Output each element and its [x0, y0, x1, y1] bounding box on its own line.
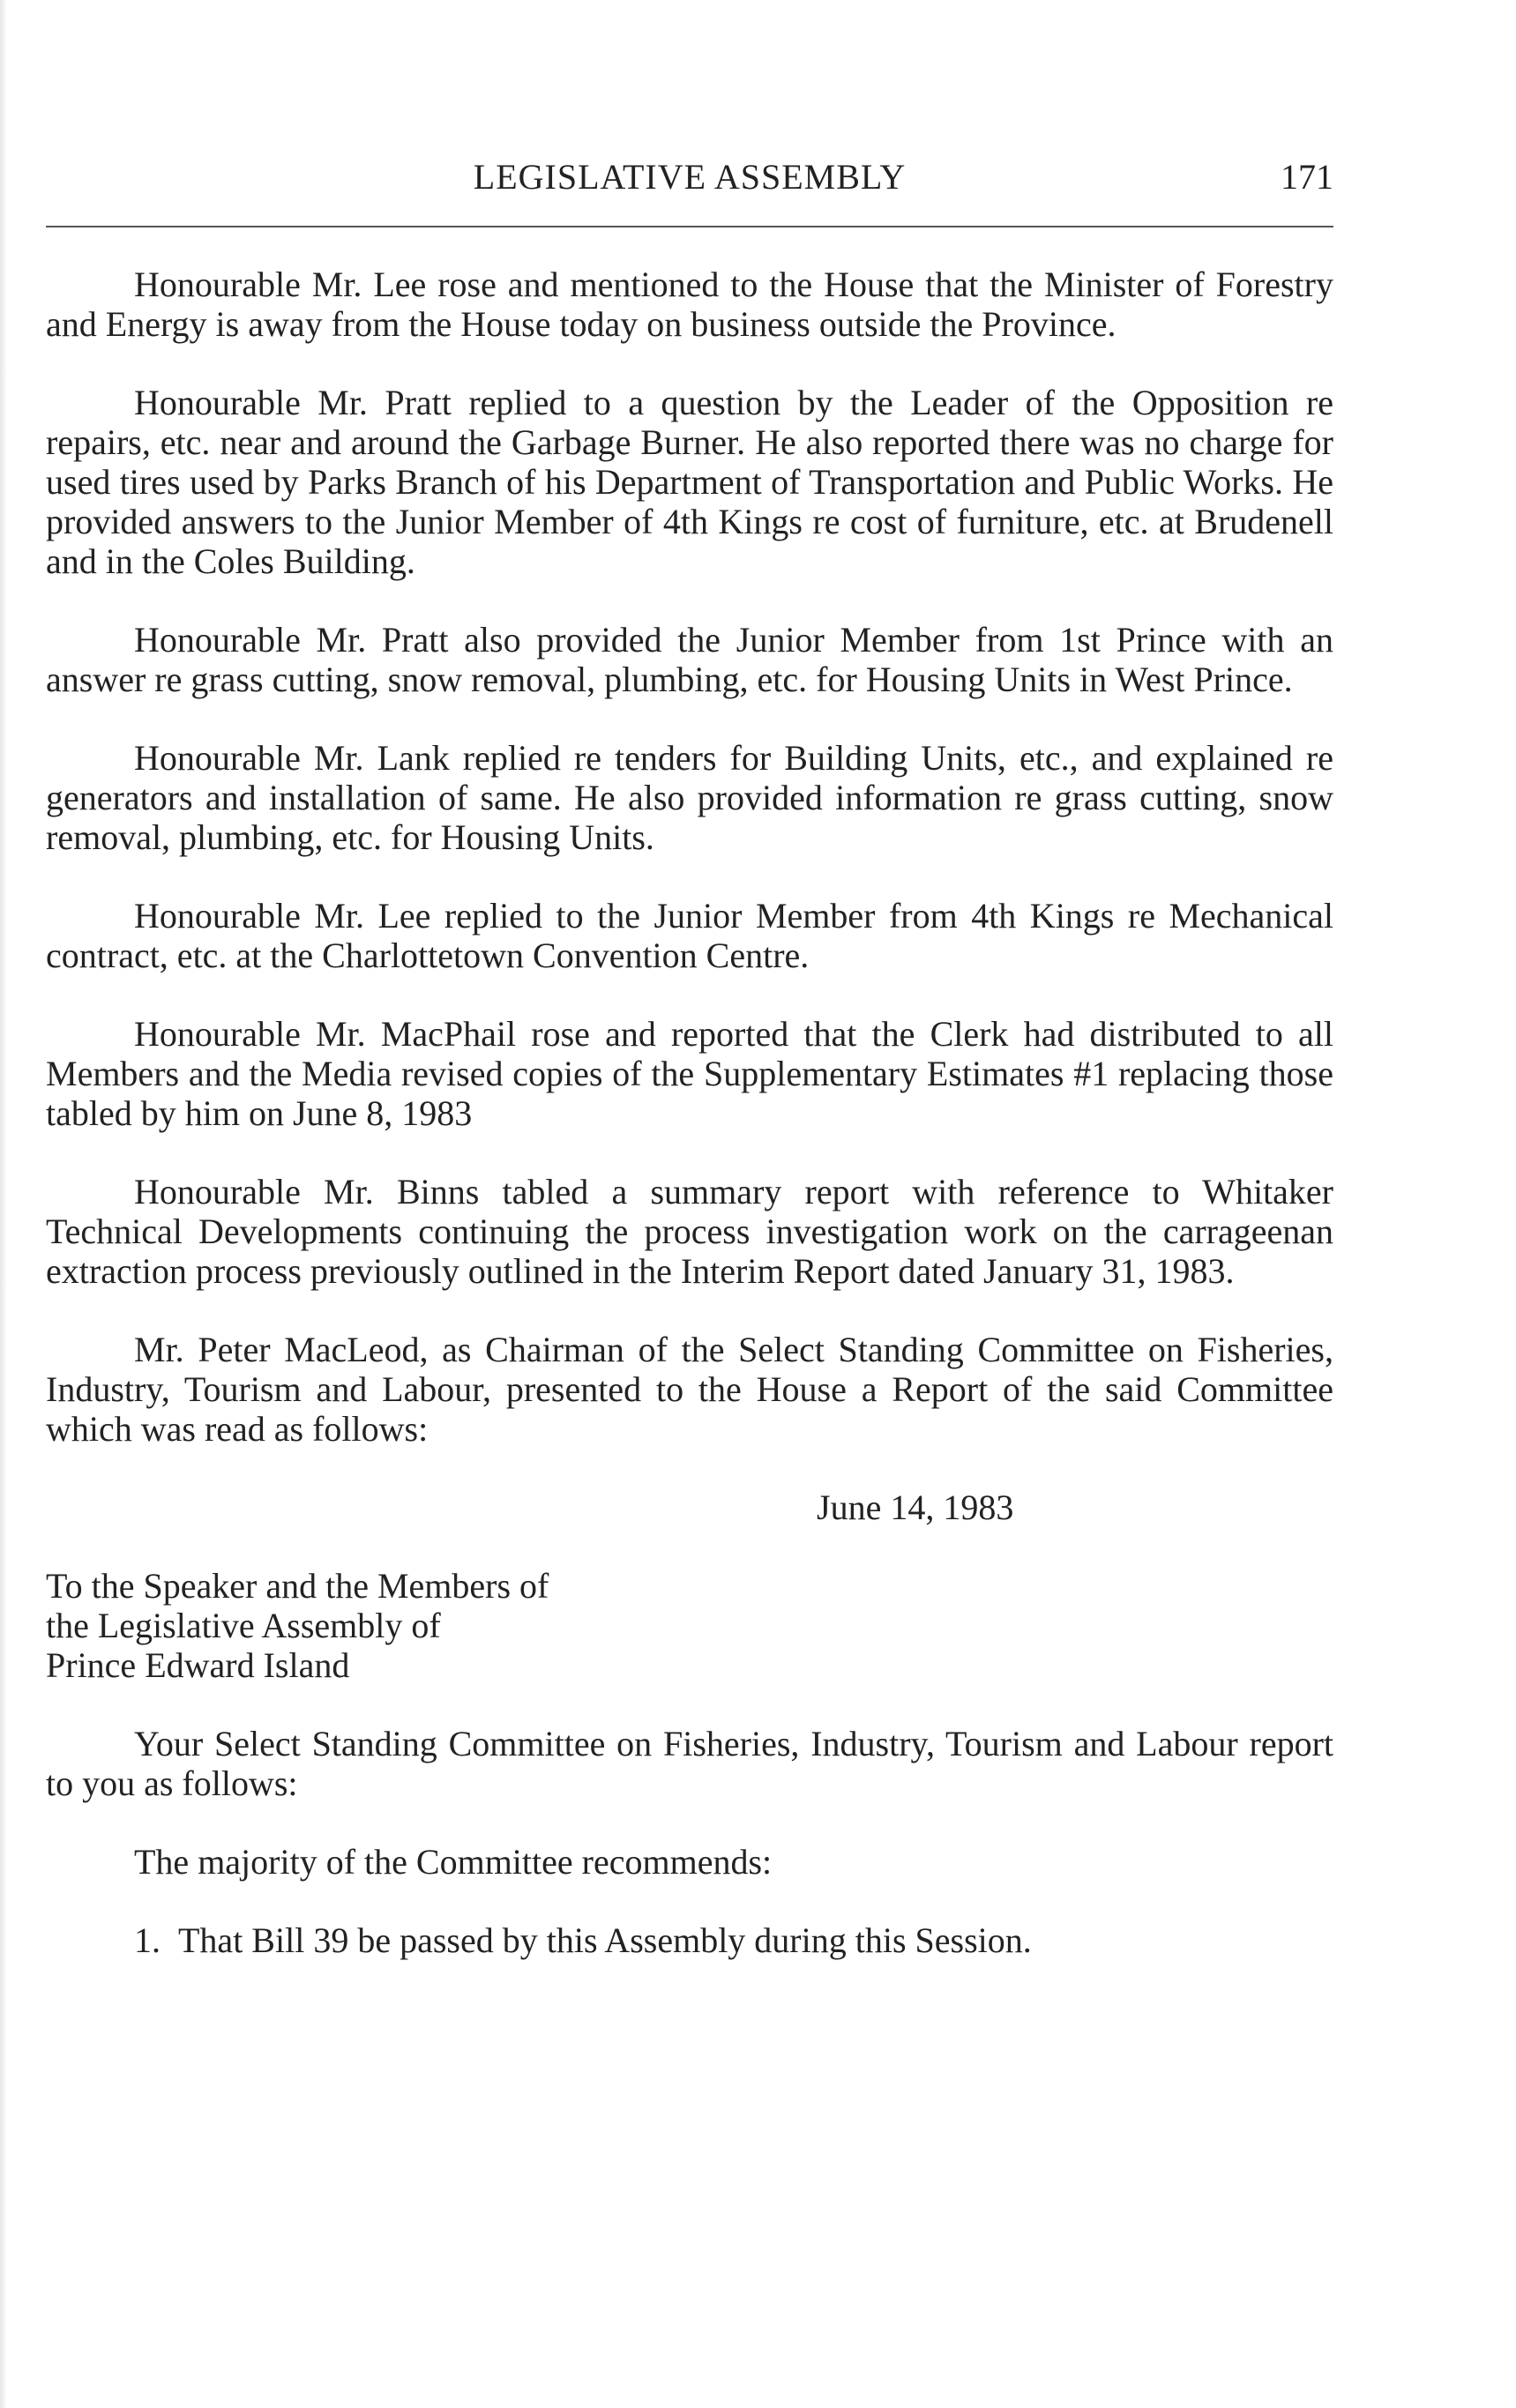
address-line: Prince Edward Island — [46, 1645, 350, 1685]
page-edge-shadow — [0, 0, 7, 2408]
recommendation-text: That Bill 39 be passed by this Assembly during this Session. — [178, 1920, 1032, 1960]
paragraph-pratt-garbage-burner: Honourable Mr. Pratt replied to a question by the Leader of the Opposition re repairs, etc. near and around the Garbage Burner. He also reported there was no charge for used tires used by Parks Branch of his Department of Transportation and Public Works. He provided answers to the Junior Member of 4th Kings re cost of furniture, etc. at Brudenell and in the Coles Building. — [46, 383, 1333, 581]
report-address — [46, 1566, 1333, 1685]
header-title: LEGISLATIVE ASSEMBLY — [473, 157, 907, 197]
report-date: June 14, 1983 — [817, 1487, 1014, 1527]
document-page — [46, 0, 1333, 2408]
paragraph-lank-tenders: Honourable Mr. Lank replied re tenders for Building Units, etc., and explained re generators and installation of same. He also provided information re grass cutting, snow removal, plumbing, etc. for Housing Units. — [46, 738, 1333, 857]
paragraph-binns-summary-report: Honourable Mr. Binns tabled a summary report with reference to Whitaker Technical Developments continuing the process investigation work on the carrageenan extraction process previously outlined in the Interim Report dated January 31, 1983. — [46, 1172, 1333, 1291]
report-intro: Your Select Standing Committee on Fisheries, Industry, Tourism and Labour report to you as follows: — [46, 1724, 1333, 1803]
paragraph-lee-minister-away: Honourable Mr. Lee rose and mentioned to the House that the Minister of Forestry and Energy is away from the House today on business outside the Province. — [46, 265, 1333, 344]
paragraph-lee-mechanical-contract: Honourable Mr. Lee replied to the Junior Member from 4th Kings re Mechanical contract, etc. at the Charlottetown Convention Centre. — [46, 896, 1333, 975]
paragraph-macleod-committee: Mr. Peter MacLeod, as Chairman of the Select Standing Committee on Fisheries, Industry, Tourism and Labour, presented to the House a Report of the said Committee which was read as follows: — [46, 1330, 1333, 1449]
paragraph-macphail-estimates: Honourable Mr. MacPhail rose and reported that the Clerk had distributed to all Members and the Media revised copies of the Supplementary Estimates #1 replacing those tabled by him on June 8, 1983 — [46, 1014, 1333, 1133]
address-line: the Legislative Assembly of — [46, 1606, 441, 1645]
page-header — [46, 155, 1333, 199]
header-rule — [46, 226, 1333, 227]
recommendation-item — [46, 1920, 1333, 1960]
page-content — [46, 265, 1333, 1960]
recommendation-heading: The majority of the Committee recommends: — [134, 1842, 773, 1882]
recommendation-number: 1. — [134, 1920, 161, 1960]
page-number: 171 — [1281, 157, 1333, 197]
paragraph-pratt-housing-units: Honourable Mr. Pratt also provided the Junior Member from 1st Prince with an answer re grass cutting, snow removal, plumbing, etc. for Housing Units in West Prince. — [46, 620, 1333, 699]
address-line: To the Speaker and the Members of — [46, 1566, 549, 1606]
